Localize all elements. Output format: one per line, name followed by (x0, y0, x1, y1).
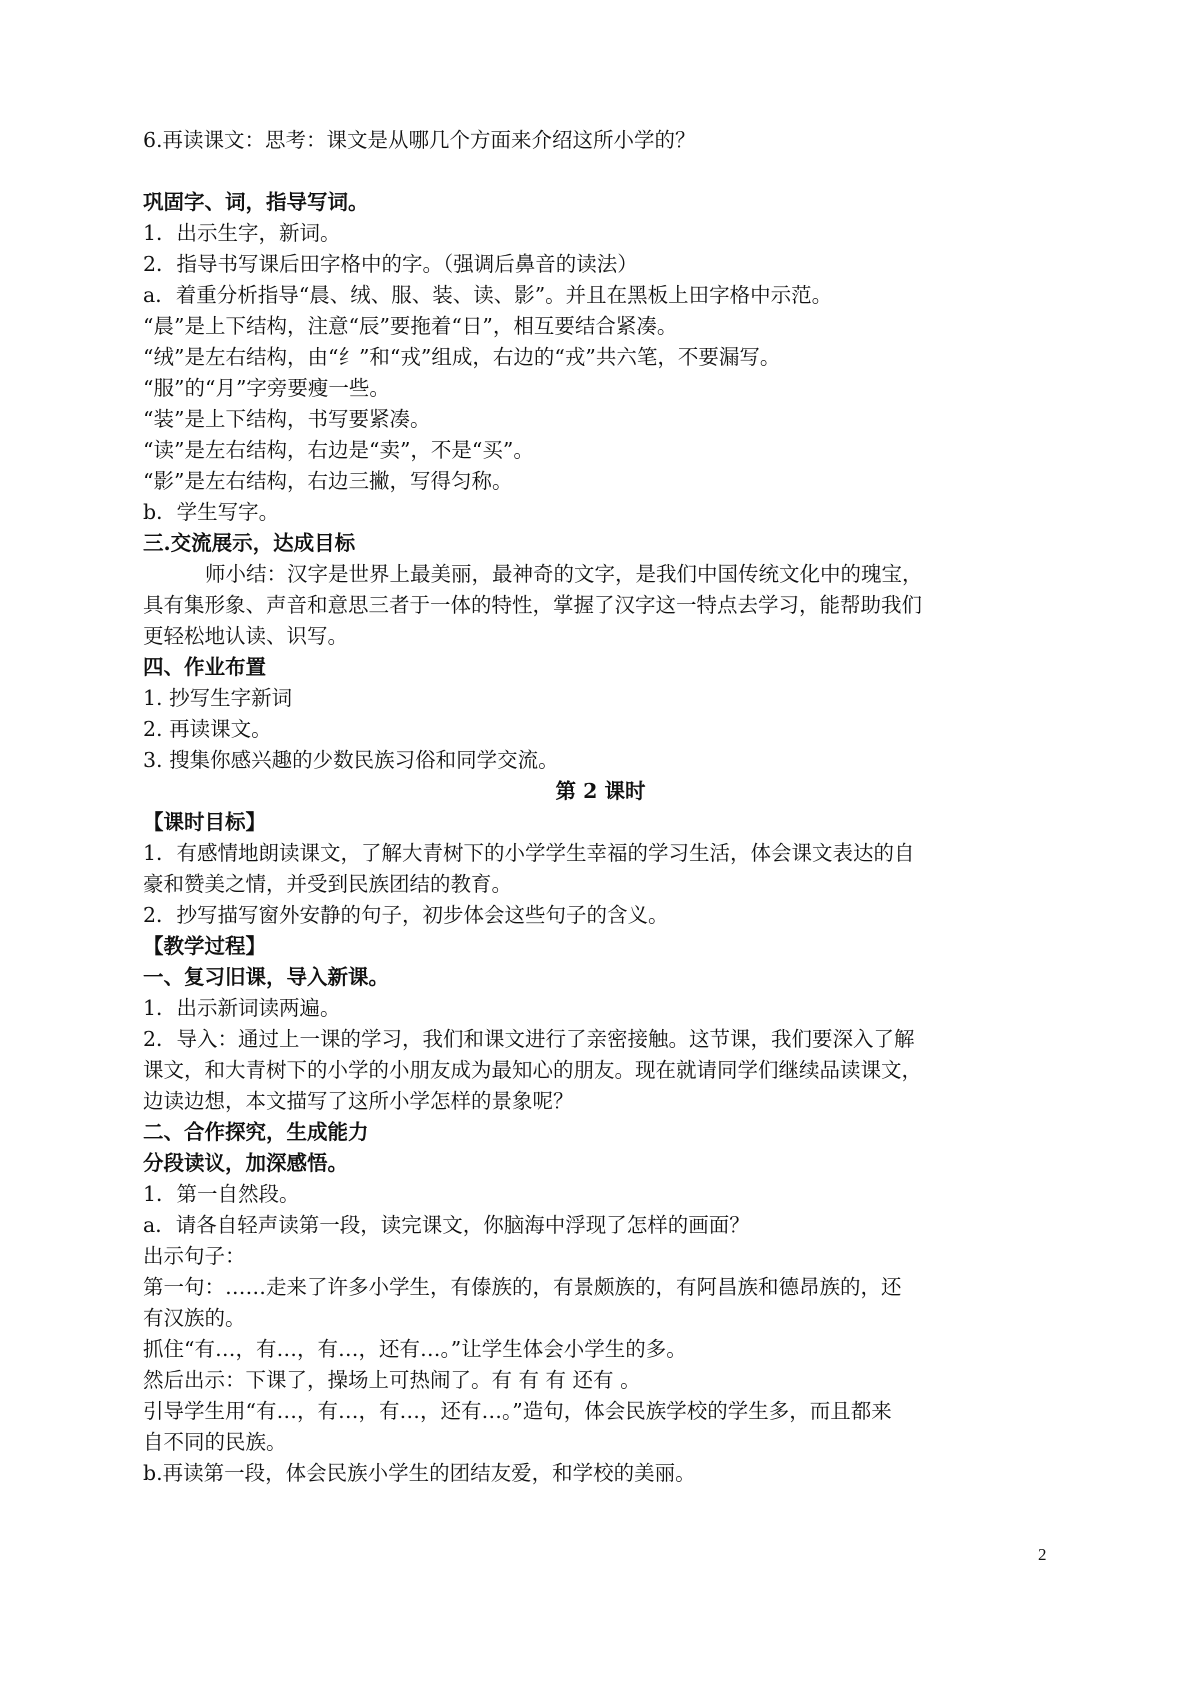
heading-line: 二、合作探究，生成能力 (143, 1120, 369, 1144)
text-line: 有汉族的。 (143, 1306, 246, 1330)
blank-line (143, 156, 1058, 187)
text-line: 2. 再读课文。 (143, 717, 272, 741)
text-line: 豪和赞美之情，并受到民族团结的教育。 (143, 872, 512, 896)
text-line: 1．第一自然段。 (143, 1182, 300, 1206)
text-line: b.再读第一段，体会民族小学生的团结友爱，和学校的美丽。 (143, 1461, 696, 1485)
text-line: b．学生写字。 (143, 500, 280, 524)
text-line: “服”的“月”字旁要瘦一些。 (143, 376, 390, 400)
text-line: 更轻松地认读、识写。 (143, 624, 348, 648)
text-line: 2．指导书写课后田字格中的字。（强调后鼻音的读法） (143, 252, 638, 276)
text-line: 师小结：汉字是世界上最美丽，最神奇的文字，是我们中国传统文化中的瑰宝， (205, 562, 923, 586)
heading-line: 四、作业布置 (143, 655, 266, 679)
text-line: 具有集形象、声音和意思三者于一体的特性，掌握了汉字这一特点去学习，能帮助我们 (143, 593, 922, 617)
text-line: 3. 搜集你感兴趣的少数民族习俗和同学交流。 (143, 748, 559, 772)
text-line: 第一句：……走来了许多小学生，有傣族的，有景颇族的，有阿昌族和德昂族的，还 (143, 1275, 902, 1299)
heading-line: 【教学过程】 (143, 934, 266, 958)
text-line: 出示句子： (143, 1244, 246, 1268)
text-line: “装”是上下结构，书写要紧凑。 (143, 407, 431, 431)
heading-line: 第 2 课时 (555, 779, 646, 803)
heading-line: 【课时目标】 (143, 810, 266, 834)
text-line: “晨”是上下结构，注意“辰”要拖着“日”，相互要结合紧凑。 (143, 314, 678, 338)
document-body (143, 125, 1058, 1489)
text-line: 自不同的民族。 (143, 1430, 287, 1454)
text-line: “读”是左右结构，右边是“卖”，不是“买”。 (143, 438, 534, 462)
heading-line: 一、复习旧课，导入新课。 (143, 965, 389, 989)
text-line: 1. 抄写生字新词 (143, 686, 293, 710)
text-line: a．请各自轻声读第一段，读完课文，你脑海中浮现了怎样的画面？ (143, 1213, 750, 1237)
text-line: 然后出示：下课了，操场上可热闹了。有 有 有 还有 。 (143, 1368, 641, 1392)
text-line: 引导学生用“有…，有…，有…，还有…。”造句，体会民族学校的学生多，而且都来 (143, 1399, 892, 1423)
heading-line: 巩固字、词，指导写词。 (143, 190, 369, 214)
text-line: 2．抄写描写窗外安静的句子，初步体会这些句子的含义。 (143, 903, 669, 927)
text-line: 6.再读课文：思考：课文是从哪几个方面来介绍这所小学的？ (143, 128, 696, 152)
text-line: “影”是左右结构，右边三撇，写得匀称。 (143, 469, 513, 493)
text-line: 1．出示新词读两遍。 (143, 996, 341, 1020)
text-line: “绒”是左右结构，由“纟”和“戎”组成，右边的“戎”共六笔，不要漏写。 (143, 345, 781, 369)
text-line: 课文，和大青树下的小学的小朋友成为最知心的朋友。现在就请同学们继续品读课文， (143, 1058, 922, 1082)
text-line: 1．出示生字，新词。 (143, 221, 341, 245)
heading-line: 三.交流展示，达成目标 (143, 531, 356, 555)
text-line: a．着重分析指导“晨、绒、服、装、读、影”。并且在黑板上田字格中示范。 (143, 283, 833, 307)
page-number: 2 (1038, 1545, 1047, 1564)
text-line: 边读边想，本文描写了这所小学怎样的景象呢？ (143, 1089, 574, 1113)
text-line: 抓住“有…，有…，有…，还有…。”让学生体会小学生的多。 (143, 1337, 687, 1361)
heading-line: 分段读议，加深感悟。 (143, 1151, 348, 1175)
text-line: 2．导入：通过上一课的学习，我们和课文进行了亲密接触。这节课，我们要深入了解 (143, 1027, 915, 1051)
text-line: 1．有感情地朗读课文，了解大青树下的小学学生幸福的学习生活，体会课文表达的自 (143, 841, 915, 865)
